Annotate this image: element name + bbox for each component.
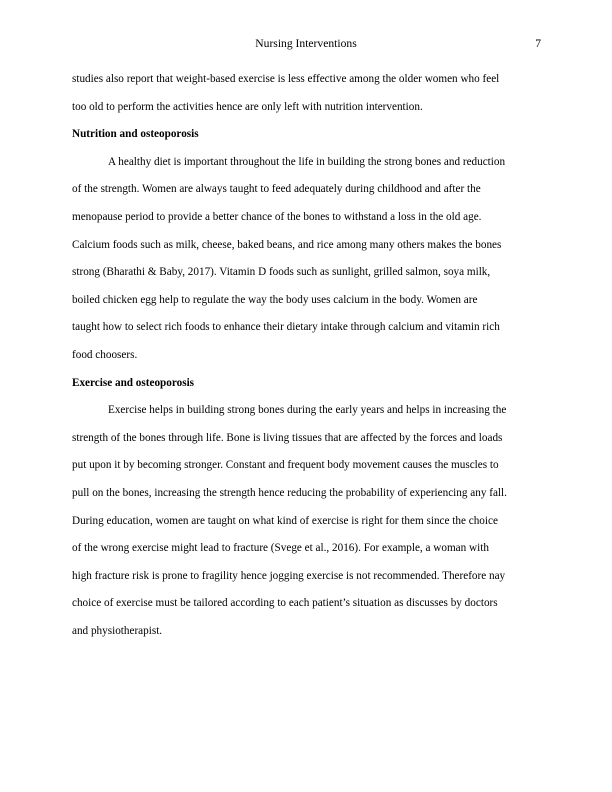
intro-paragraph bbox=[72, 66, 539, 121]
text-line: strength of the bones through life. Bone is living tissues that are affected by the forces and loads bbox=[72, 431, 503, 444]
text-line: taught how to select rich foods to enhance their dietary intake through calcium and vitamin rich bbox=[72, 321, 500, 334]
text-line: During education, women are taught on what kind of exercise is right for them since the choice bbox=[72, 514, 498, 527]
text-line: menopause period to provide a better chance of the bones to withstand a loss in the old age. bbox=[72, 210, 482, 223]
text-line: of the wrong exercise might lead to fracture (Svege et al., 2016). For example, a woman with bbox=[72, 542, 489, 555]
text-line: pull on the bones, increasing the strength hence reducing the probability of experiencing any fall. bbox=[72, 486, 507, 499]
text-line: studies also report that weight-based exercise is less effective among the older women who feel bbox=[72, 73, 500, 85]
page-number: 7 bbox=[535, 37, 541, 50]
exercise-paragraph bbox=[72, 397, 539, 645]
text-line: Exercise helps in building strong bones during the early years and helps in increasing the bbox=[108, 404, 507, 417]
text-line: put upon it by becoming stronger. Constant and frequent body movement causes the muscles to bbox=[72, 459, 499, 472]
running-header-title: Nursing Interventions bbox=[255, 37, 357, 50]
text-line: high fracture risk is prone to fragility hence jogging exercise is not recommended. Therefore nay bbox=[72, 569, 506, 582]
text-line: food choosers. bbox=[72, 348, 138, 361]
text-line: boiled chicken egg help to regulate the way the body uses calcium in the body. Women are bbox=[72, 293, 478, 306]
text-line: strong (Bharathi & Baby, 2017). Vitamin D foods such as sunlight, grilled salmon, soya milk, bbox=[72, 266, 491, 279]
heading-nutrition: Nutrition and osteoporosis bbox=[72, 128, 199, 141]
text-line: of the strength. Women are always taught to feed adequately during childhood and after the bbox=[72, 183, 481, 196]
nutrition-paragraph bbox=[72, 149, 539, 370]
text-line: Calcium foods such as milk, cheese, baked beans, and rice among many others makes the bones bbox=[72, 238, 502, 251]
document-body bbox=[72, 66, 539, 645]
text-line: A healthy diet is important throughout the life in building the strong bones and reduction bbox=[108, 155, 506, 168]
heading-exercise: Exercise and osteoporosis bbox=[72, 376, 195, 389]
text-line: choice of exercise must be tailored according to each patient’s situation as discusses by doctors bbox=[72, 597, 498, 610]
text-line: and physiotherapist. bbox=[72, 624, 163, 637]
text-line: too old to perform the activities hence are only left with nutrition intervention. bbox=[72, 100, 423, 113]
